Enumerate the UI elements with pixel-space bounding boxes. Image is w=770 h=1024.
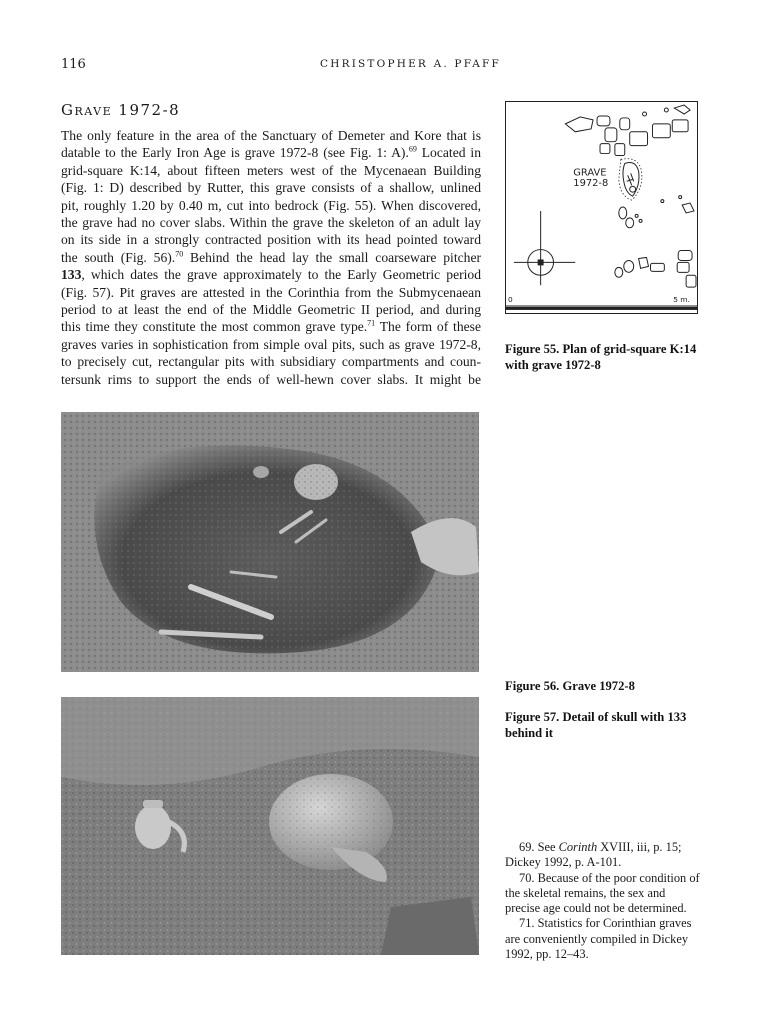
- stone-shape: [664, 108, 668, 112]
- stone-shape: [639, 219, 642, 222]
- running-head: CHRISTOPHER A. PFAFF: [320, 58, 502, 70]
- skull-mark: [630, 186, 636, 192]
- stone-shape: [639, 257, 649, 268]
- figure-55-plan: [505, 101, 698, 314]
- footnote-70: 70. Because of the poor condition of the skeletal remains, the sex and precise age could not be determined.: [505, 870, 700, 916]
- scale-bar: [506, 307, 697, 310]
- figure-56-caption: Figure 56. Grave 1972-8: [505, 679, 635, 693]
- stone-shape: [605, 128, 617, 142]
- stone-shape: [686, 275, 696, 287]
- page-number: 116: [61, 57, 86, 72]
- body-line: graves varies in sophistication from simple oval pits, such as grave 1972-8,: [61, 336, 481, 352]
- figure-55-caption: Figure 55. Plan of grid-square K:14 with grave 1972-8: [505, 342, 697, 372]
- body-line: the grave had no cover slabs. Within the grave the skeleton of an adult lay: [61, 215, 481, 231]
- footnote-69: 69. See Corinth XVIII, iii, p. 15; Dickey 1992, p. A-101.: [505, 840, 682, 870]
- section-heading: Grave 1972-8: [61, 101, 181, 119]
- stone-shape: [661, 200, 664, 203]
- catalog-number: 133: [61, 267, 82, 283]
- stone-shape: [619, 207, 627, 219]
- stone-shape: [643, 112, 647, 116]
- footnote-71: 71. Statistics for Corinthian graves are conveniently compiled in Dickey 1992, pp. 12–43.: [505, 916, 692, 962]
- figure-57-photo: [61, 697, 479, 955]
- stone-shape: [615, 267, 623, 277]
- skeleton-lines: [627, 173, 634, 185]
- body-line: datable to the Early Iron Age is grave 1972-8 (see Fig. 1: A).$^{69}$ Located in: [61, 144, 481, 161]
- body-line: the south (Fig. 56).$^{70}$ Behind the head lay the small coarseware pitcher: [61, 249, 481, 265]
- figure-57-caption: Figure 57. Detail of skull with 133 behind it: [505, 710, 687, 740]
- stone-shape: [672, 120, 688, 132]
- body-line: The only feature in the area of the Sanctuary of Demeter and Kore that is: [61, 128, 481, 143]
- stone-shape: [620, 118, 630, 130]
- body-line: grid-square K:14, about fifteen meters west of the Mycenaean Building: [61, 162, 481, 178]
- body-line: period to at least the end of the Middle Geometric II period, and during: [61, 302, 481, 318]
- body-line: (Fig. 1: D) described by Rutter, this grave consists of a shallow, unlined: [61, 180, 481, 196]
- footnote-italic-title: Corinth: [558, 840, 598, 854]
- stone-shape: [678, 251, 692, 261]
- grid-marker-center: [538, 259, 544, 265]
- stone-shape: [679, 196, 682, 199]
- stone-shape: [674, 105, 690, 114]
- footnote-ref[interactable]: 70: [175, 249, 184, 259]
- scale-end-label: 5 m.: [673, 295, 690, 305]
- footnote-ref[interactable]: 71: [367, 318, 376, 328]
- footnotes: [505, 840, 701, 962]
- stone-shape: [677, 262, 689, 272]
- body-line: to precisely cut, rectangular pits with subsidiary compartments and coun-: [61, 354, 481, 370]
- body-text: [61, 127, 481, 388]
- stone-shape: [597, 116, 610, 126]
- plan-label-number: 1972-8: [573, 178, 609, 190]
- stone-shape: [635, 214, 638, 217]
- figure-56-photo: [61, 412, 479, 672]
- body-line: 133, which dates the grave approximately to the Early Geometric period: [61, 267, 481, 283]
- plan-drawing: [506, 102, 697, 313]
- body-line: this time they constitute the most common grave type.$^{71}$ The form of these: [61, 318, 481, 335]
- body-line: tersunk rims to support the ends of well-hewn cover slabs. It might be: [61, 371, 481, 387]
- body-line: on its side in a strongly contracted position with its head pointed toward: [61, 232, 481, 248]
- body-line: pit, roughly 1.20 by 0.40 m, cut into bedrock (Fig. 55). When discovered,: [61, 197, 481, 213]
- stone-shape: [630, 132, 648, 146]
- footnote-ref[interactable]: 69: [408, 144, 417, 154]
- scale-start-label: 0: [507, 295, 513, 305]
- stone-shape: [600, 144, 610, 154]
- pit-cut-outline: [619, 159, 642, 200]
- stone-shape: [565, 117, 593, 132]
- plan-label-grave: GRAVE: [573, 167, 607, 179]
- stone-shape: [615, 144, 625, 156]
- body-line: (Fig. 57). Pit graves are attested in the Corinthia from the Submycenaean: [61, 284, 481, 300]
- stone-shape: [626, 218, 634, 228]
- stone-shape: [624, 260, 634, 272]
- stone-shape: [682, 203, 694, 213]
- stone-shape: [652, 124, 670, 138]
- stone-shape: [650, 263, 664, 271]
